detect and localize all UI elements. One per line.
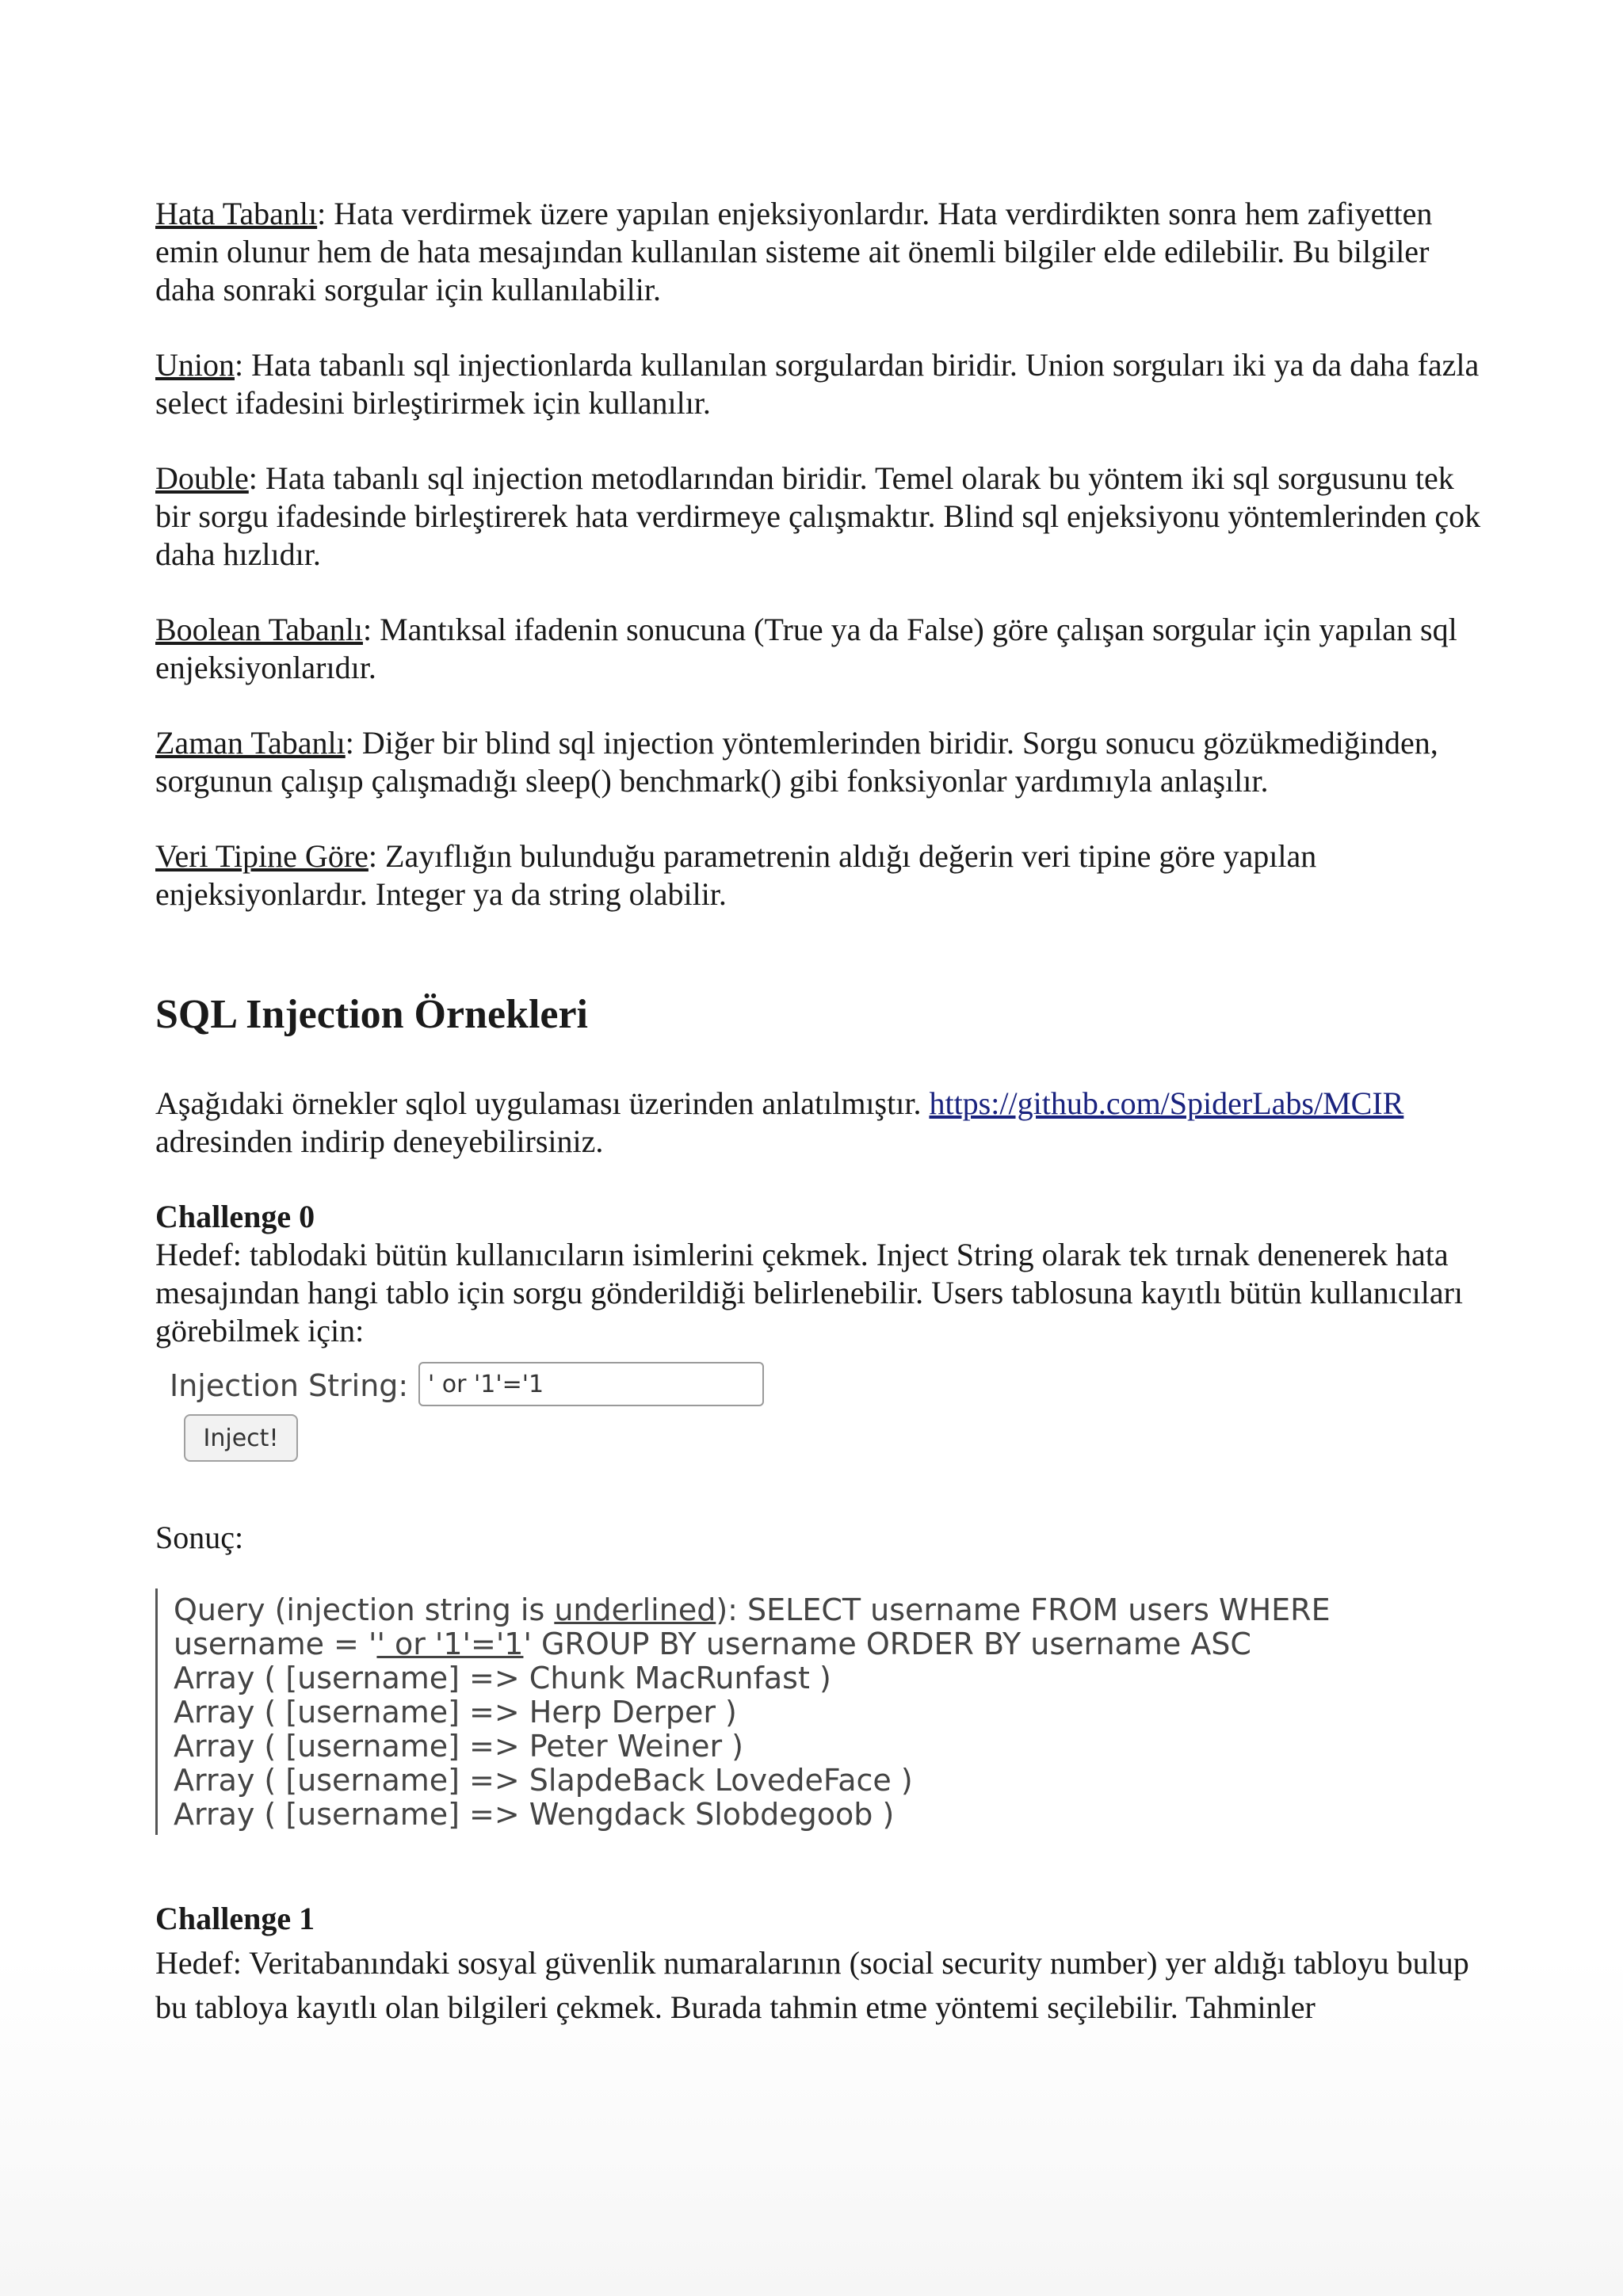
definition-paragraph <box>155 611 1487 687</box>
challenge-1-block <box>155 1897 1487 2030</box>
injection-string-input[interactable] <box>418 1362 764 1406</box>
result-label: Sonuç: <box>155 1520 244 1555</box>
definition-term: Boolean Tabanlı <box>155 612 363 647</box>
injection-string-label: Injection String: <box>170 1368 409 1403</box>
query-injection-string: ' or '1'='1 <box>376 1627 524 1661</box>
definition-text: : Mantıksal ifadenin sonucuna (True ya da False) göre çalışan sorgular için yapılan sql enjeksiyonlarıdır. <box>155 612 1457 685</box>
query-text: ): SELECT username FROM users WHERE <box>716 1592 1331 1627</box>
result-row: Array ( [username] => Herp Derper ) <box>174 1695 737 1730</box>
definition-term: Zaman Tabanlı <box>155 725 346 761</box>
query-line <box>174 1593 1442 1627</box>
challenge-0-text: Hedef: tablodaki bütün kullanıcıların isimlerini çekmek. Inject String olarak tek tırnak denenerek hata mesajından hangi tablo için sorgu gönderildiği belirlenebilir. Users tablosuna kayıtlı bütün kullanıcıları görebilmek için: <box>155 1237 1464 1348</box>
section-heading: SQL Injection Örnekleri <box>155 992 588 1037</box>
definition-text: : Diğer bir blind sql injection yöntemlerinden biridir. Sorgu sonucu gözükmediğinden, sorgunun çalışıp çalışmadığı sleep() benchmark() gibi fonksiyonlar yardımıyla anlaşılır. <box>155 725 1438 799</box>
definition-term: Veri Tipine Göre <box>155 838 369 874</box>
definition-paragraph <box>155 460 1487 574</box>
intro-paragraph <box>155 1085 1487 1161</box>
challenge-0-block <box>155 1198 1487 1350</box>
challenge-1-title: Challenge 1 <box>155 1901 315 1936</box>
query-text: Query (injection string is <box>174 1592 555 1627</box>
challenge-0-title: Challenge 0 <box>155 1199 315 1234</box>
challenge-1-text: Hedef: Veritabanındaki sosyal güvenlik numaralarının (social security number) yer aldığı tabloyu bulup bu tabloya kayıtlı olan bilgileri çekmek. Burada tahmin etme yöntemi seçilebilir. Tahminler <box>155 1945 1469 2025</box>
query-text: ' GROUP BY username ORDER BY username ASC <box>523 1627 1251 1661</box>
query-result-screenshot <box>155 1589 1442 1835</box>
definition-paragraph <box>155 724 1487 800</box>
result-row: Array ( [username] => SlapdeBack LovedeFace ) <box>174 1763 913 1798</box>
definition-paragraph <box>155 346 1487 422</box>
definition-term: Union <box>155 347 235 383</box>
definition-term: Hata Tabanlı <box>155 196 318 231</box>
injection-form-screenshot <box>170 1362 1487 1473</box>
inject-button[interactable]: Inject! <box>184 1414 298 1462</box>
query-text: username = ' <box>174 1627 377 1661</box>
intro-text: Aşağıdaki örnekler sqlol uygulaması üzerinden anlatılmıştır. <box>155 1085 930 1121</box>
definition-text: : Zayıflığın bulunduğu parametrenin aldığı değerin veri tipine göre yapılan enjeksiyonlardır. Integer ya da string olabilir. <box>155 838 1317 912</box>
definition-paragraph <box>155 195 1487 309</box>
result-row: Array ( [username] => Wengdack Slobdegoob ) <box>174 1797 895 1832</box>
definition-term: Double <box>155 460 249 496</box>
definition-paragraph <box>155 837 1487 913</box>
definition-text: : Hata tabanlı sql injectionlarda kullanılan sorgulardan biridir. Union sorguları iki ya da daha fazla select ifadesini birleştirirmek için kullanılır. <box>155 347 1480 421</box>
definition-text: : Hata verdirmek üzere yapılan enjeksiyonlardır. Hata verdirdikten sonra hem zafiyetten emin olunur hem de hata mesajından kullanılan sisteme ait önemli bilgiler elde edilebilir. Bu bilgiler daha sonraki sorgular için kullanılabilir. <box>155 196 1433 307</box>
query-line <box>174 1627 1442 1661</box>
page-content <box>155 195 1487 2067</box>
definition-text: : Hata tabanlı sql injection metodlarından biridir. Temel olarak bu yöntem iki sql sorgusunu tek bir sorgu ifadesinde birleştirerek hata verdirmeye çalışmaktır. Blind sql enjeksiyonu yöntemlerinden çok daha hızlıdır. <box>155 460 1481 572</box>
intro-text-end: adresinden indirip deneyebilirsiniz. <box>155 1123 604 1159</box>
result-row: Array ( [username] => Peter Weiner ) <box>174 1729 743 1764</box>
query-underlined-word: underlined <box>554 1592 716 1627</box>
mcir-github-link[interactable]: https://github.com/SpiderLabs/MCIR <box>929 1085 1404 1121</box>
result-row: Array ( [username] => Chunk MacRunfast ) <box>174 1661 831 1695</box>
